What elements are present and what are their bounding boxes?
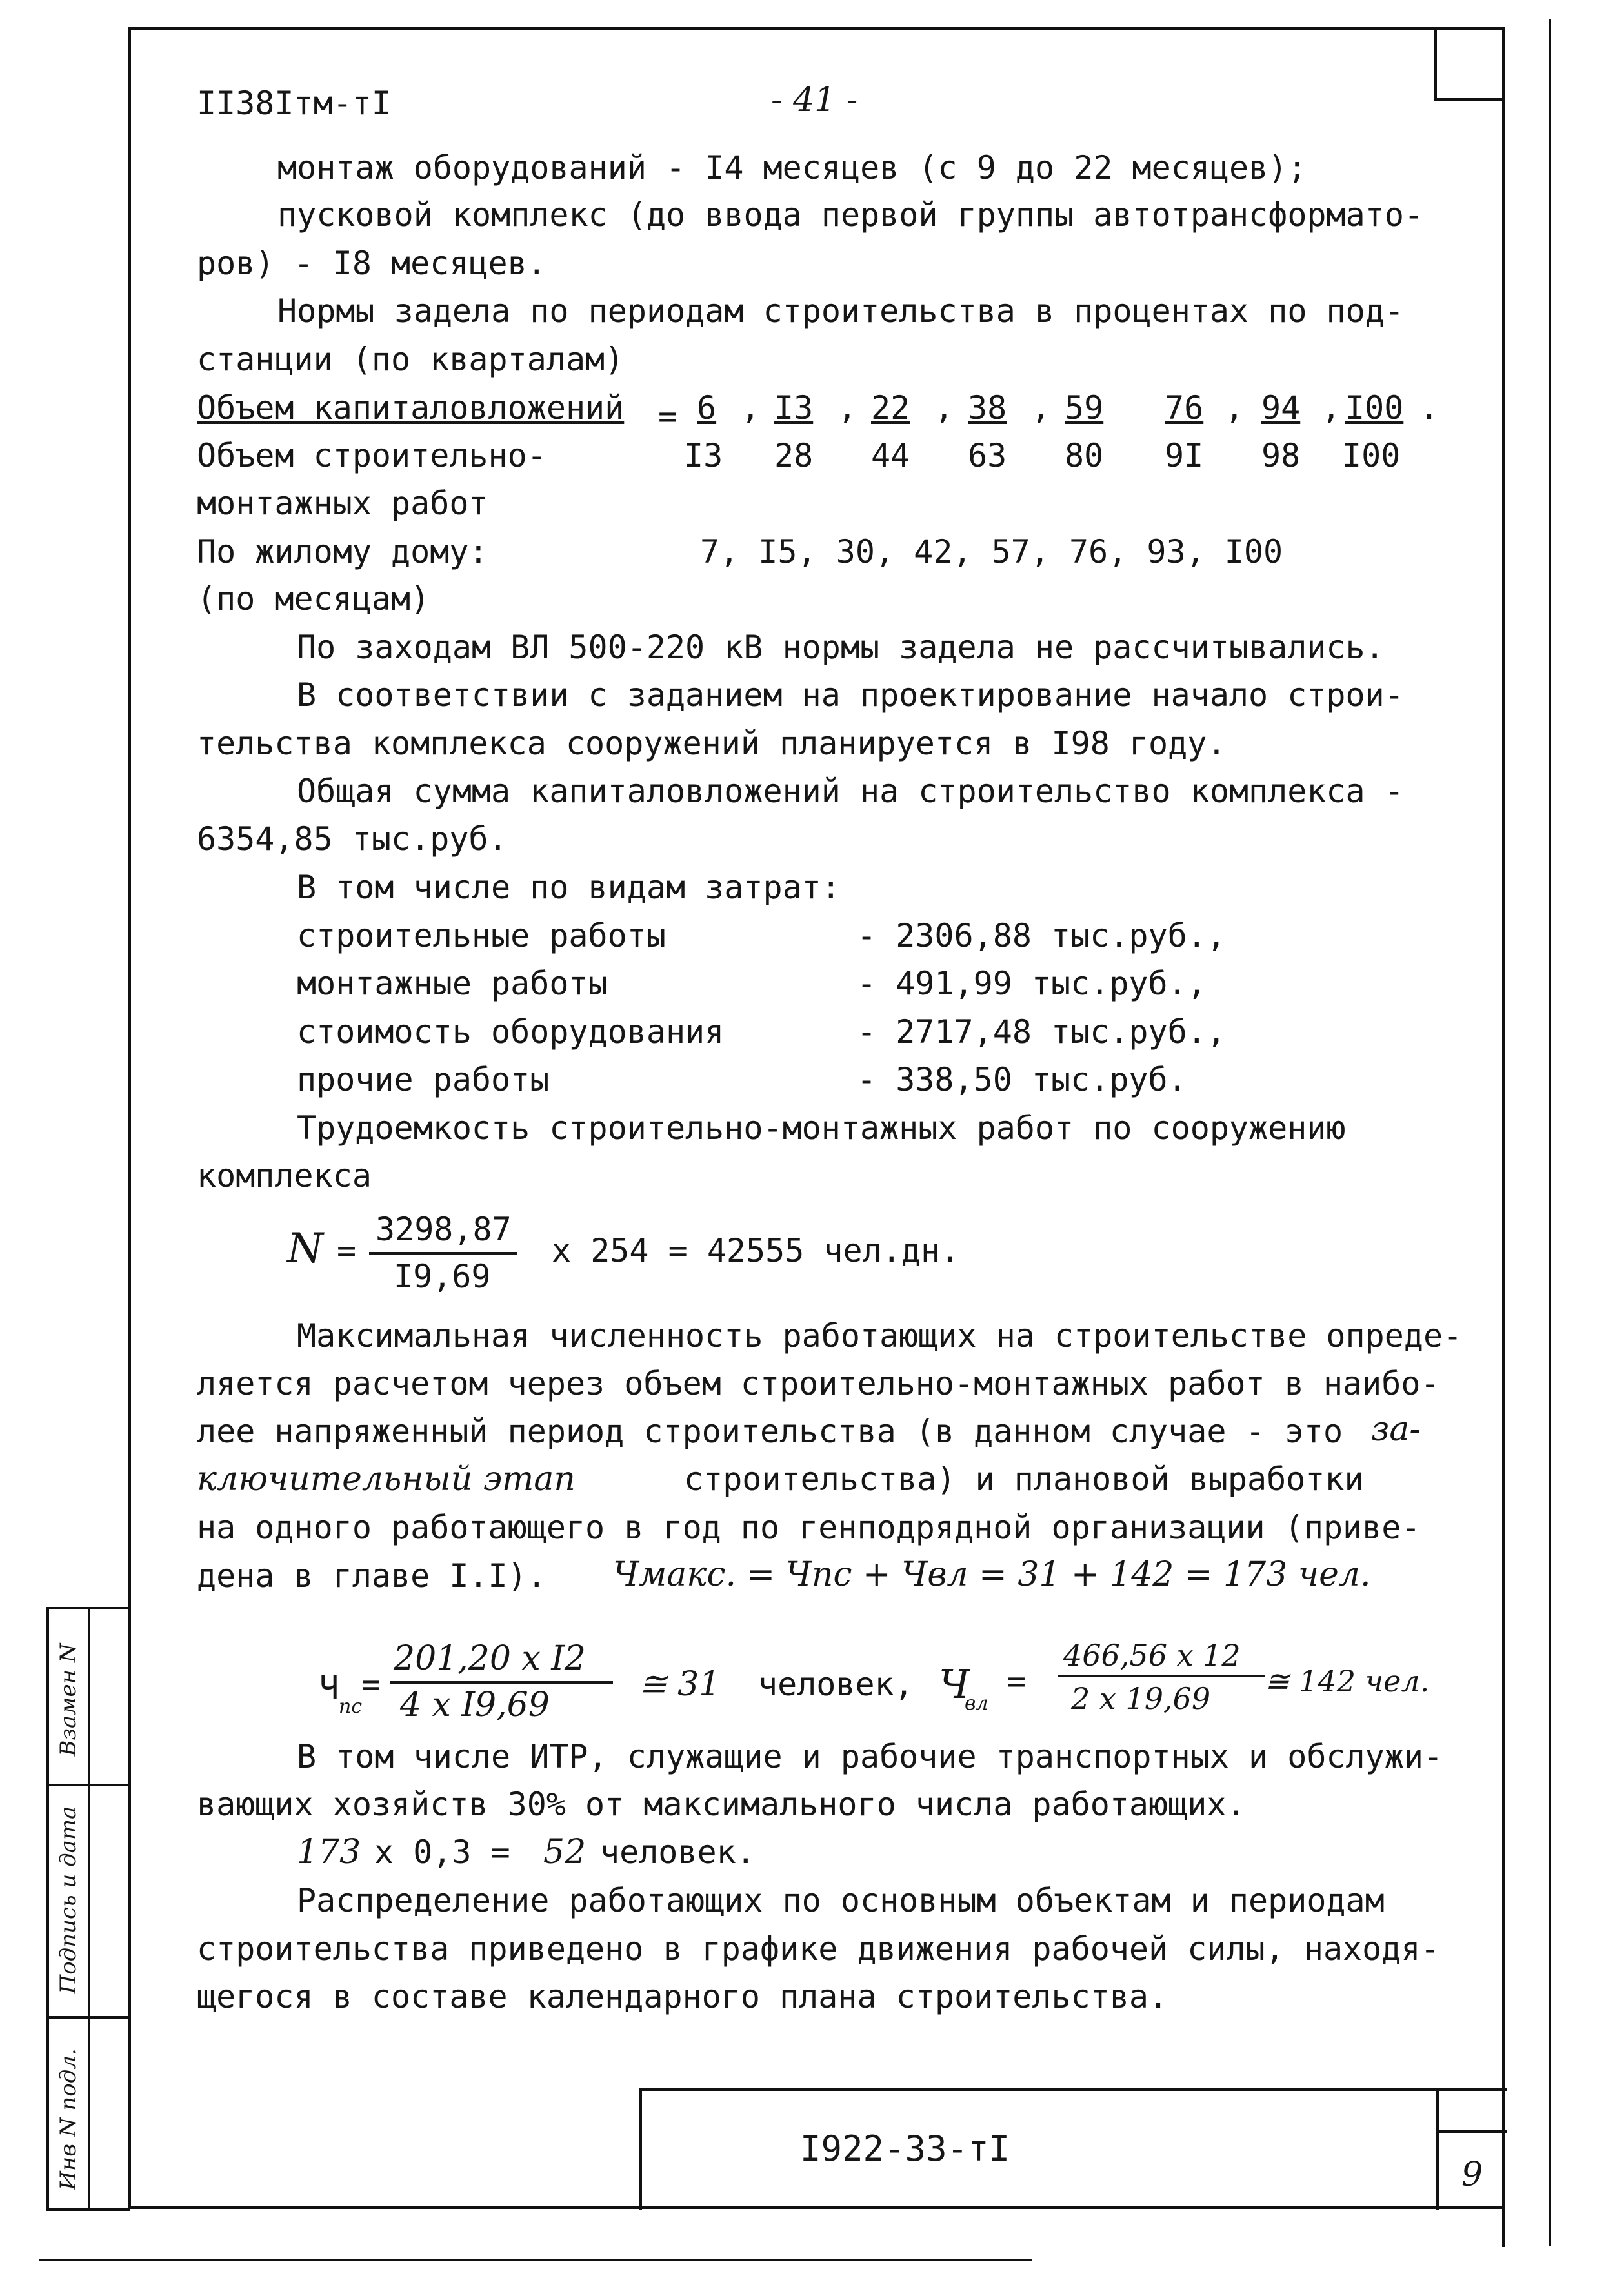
formula2-eq: = bbox=[361, 1666, 381, 1703]
handwritten-text: 173 bbox=[297, 1833, 361, 1871]
capital-value: 22 bbox=[871, 389, 910, 427]
labor-intro: комплекса bbox=[197, 1157, 372, 1195]
formula2-approx: ≅ 31 bbox=[639, 1665, 721, 1704]
cost-name: монтажные работы bbox=[297, 965, 608, 1002]
norms-label-capital: Объем капиталовложений bbox=[197, 389, 625, 427]
capital-value: 94 bbox=[1261, 389, 1301, 427]
formula2-eq2: = bbox=[1007, 1662, 1027, 1700]
doc-code: II38Iтм-тI bbox=[197, 85, 392, 122]
formula2-fraction-bar bbox=[390, 1681, 613, 1684]
capital-separators: , bbox=[741, 389, 761, 427]
smr-value: 28 bbox=[774, 437, 814, 474]
labor-tail: х 254 = 42555 чел.дн. bbox=[552, 1232, 960, 1269]
formula2-word: человек, bbox=[758, 1666, 914, 1703]
stamp-block bbox=[639, 2088, 1507, 2210]
capital-separators: . bbox=[1419, 389, 1439, 427]
side-label-sign: Подпись и дата bbox=[55, 1806, 81, 1994]
frame-top bbox=[129, 27, 1505, 30]
capital-value: 38 bbox=[968, 389, 1007, 427]
side-margin-divider bbox=[88, 1609, 90, 2208]
smr-value: I3 bbox=[684, 437, 723, 474]
side-margin bbox=[46, 1607, 130, 2211]
paragraph-line: станции (по кварталам) bbox=[197, 341, 625, 378]
capital-separators: , bbox=[1225, 389, 1245, 427]
paragraph-line: Общая сумма капиталовложений на строительство комплекса - bbox=[297, 772, 1404, 810]
labor-intro: Трудоемкость строительно-монтажных работ по сооружению bbox=[297, 1109, 1346, 1147]
corner-box bbox=[1434, 27, 1505, 101]
paragraph-line: дена в главе I.I). bbox=[197, 1557, 546, 1595]
capital-value: 76 bbox=[1165, 389, 1204, 427]
right-edge-line bbox=[1549, 19, 1551, 2246]
paragraph-line: В соответствии с заданием на проектирование начало строи- bbox=[297, 676, 1404, 714]
norms-equals: = bbox=[658, 398, 678, 435]
norms-label-smr-2: монтажных работ bbox=[197, 485, 488, 522]
labor-eq: = bbox=[337, 1232, 357, 1269]
paragraph-line: лее напряженный период строительства (в данном случае - это bbox=[197, 1413, 1343, 1450]
cost-value: - 338,50 тыс.руб. bbox=[857, 1061, 1187, 1098]
cost-value: - 2306,88 тыс.руб., bbox=[857, 917, 1226, 954]
paragraph-line: Распределение работающих по основным объектам и периодам bbox=[297, 1882, 1385, 1919]
norms-label-smr-1: Объем строительно- bbox=[197, 437, 546, 474]
capital-separators: , bbox=[837, 389, 857, 427]
capital-separators: , bbox=[934, 389, 954, 427]
housing-values: 7, I5, 30, 42, 57, 76, 93, I00 bbox=[700, 533, 1283, 570]
smr-value: 63 bbox=[968, 437, 1007, 474]
paragraph-line: По заходам ВЛ 500-220 кВ нормы задела не рассчитывались. bbox=[297, 629, 1385, 666]
formula2-result2: ≅ 142 чел. bbox=[1265, 1664, 1430, 1699]
formula2-numerator: 201,20 х I2 bbox=[394, 1639, 586, 1678]
stamp-sheet-number: 9 bbox=[1461, 2155, 1483, 2194]
formula2-fraction-bar-2 bbox=[1058, 1675, 1265, 1677]
handwritten-formula: Чмакс. = Чпс + Чвл = 31 + 142 = 173 чел. bbox=[613, 1555, 1371, 1594]
itr-calc: х 0,3 = bbox=[374, 1833, 510, 1871]
paragraph-line: В том числе по видам затрат: bbox=[297, 869, 841, 906]
paragraph-line: 6354,85 тыс.руб. bbox=[197, 820, 508, 858]
capital-value: I00 bbox=[1345, 389, 1404, 427]
paragraph-line: ров) - I8 месяцев. bbox=[197, 245, 546, 282]
paragraph-line: щегося в составе календарного плана строительства. bbox=[197, 1978, 1168, 2015]
side-label-replace: Взамен N bbox=[55, 1643, 81, 1757]
smr-value: I00 bbox=[1342, 437, 1401, 474]
formula2-denominator2: 2 х 19,69 bbox=[1071, 1681, 1211, 1716]
formula2-lhs2: Ч bbox=[939, 1660, 970, 1708]
paragraph-line: ляется расчетом через объем строительно-монтажных работ в наибо- bbox=[197, 1365, 1440, 1402]
capital-value: 59 bbox=[1065, 389, 1104, 427]
stamp-sheet-divider bbox=[1436, 2091, 1439, 2210]
formula2-lhs: Ч bbox=[319, 1669, 339, 1706]
smr-value: 80 bbox=[1065, 437, 1104, 474]
handwritten-text: ключительный этап bbox=[197, 1460, 576, 1498]
labor-denominator: I9,69 bbox=[394, 1258, 491, 1295]
paragraph-line: В том числе ИТР, служащие и рабочие транспортных и обслужи- bbox=[297, 1738, 1443, 1775]
paragraph-line: на одного работающего в год по генподрядной организации (приве- bbox=[197, 1509, 1421, 1546]
labor-fraction-bar bbox=[369, 1252, 517, 1255]
housing-label: По жилому дому: bbox=[197, 533, 488, 570]
paragraph-line: тельства комплекса сооружений планируется в I98 году. bbox=[197, 725, 1227, 762]
formula2-lhs2-sub: вл bbox=[965, 1692, 988, 1715]
labor-numerator: 3298,87 bbox=[376, 1211, 512, 1248]
handwritten-text: за- bbox=[1371, 1410, 1421, 1449]
handwritten-text: 52 bbox=[543, 1833, 586, 1871]
labor-var: N bbox=[287, 1225, 323, 1273]
formula2-lhs-sub: пс bbox=[339, 1695, 363, 1718]
paragraph-line: вающих хозяйств 30% от максимального числа работающих. bbox=[197, 1786, 1246, 1823]
stamp-sheet-row bbox=[1436, 2130, 1507, 2133]
cost-name: строительные работы bbox=[297, 917, 666, 954]
cost-value: - 491,99 тыс.руб., bbox=[857, 965, 1207, 1002]
frame-right bbox=[1502, 27, 1505, 2247]
cost-name: стоимость оборудования bbox=[297, 1013, 725, 1051]
capital-value: I3 bbox=[774, 389, 814, 427]
side-label-inv: Инв N подл. bbox=[55, 2048, 81, 2190]
paragraph-line: строительства приведено в графике движения рабочей силы, находя- bbox=[197, 1930, 1440, 1968]
formula2-denominator: 4 х I9,69 bbox=[400, 1686, 550, 1724]
formula2-numerator2: 466,56 х 12 bbox=[1063, 1638, 1241, 1673]
paragraph-line: пусковой комплекс (до ввода первой группы автотрансформато- bbox=[277, 196, 1424, 234]
paragraph-line: Нормы задела по периодам строительства в процентах по под- bbox=[277, 292, 1404, 330]
stamp-doc-number: I922-33-тI bbox=[800, 2128, 1010, 2169]
capital-separators: , bbox=[1321, 389, 1341, 427]
smr-value: 44 bbox=[871, 437, 910, 474]
cost-name: прочие работы bbox=[297, 1061, 550, 1098]
page-number: - 41 - bbox=[771, 81, 858, 119]
itr-calc-tail: человек. bbox=[600, 1833, 756, 1871]
paragraph-line: строительства) и плановой выработки bbox=[684, 1460, 1364, 1498]
cost-value: - 2717,48 тыс.руб., bbox=[857, 1013, 1226, 1051]
paragraph-line: Максимальная численность работающих на строительстве опреде- bbox=[297, 1317, 1463, 1355]
smr-value: 9I bbox=[1165, 437, 1204, 474]
housing-note: (по месяцам) bbox=[197, 580, 430, 618]
smr-value: 98 bbox=[1261, 437, 1301, 474]
bottom-edge-line bbox=[39, 2259, 1032, 2261]
capital-value: 6 bbox=[697, 389, 717, 427]
capital-separators: , bbox=[1031, 389, 1051, 427]
paragraph-line: монтаж оборудований - I4 месяцев (с 9 до 22 месяцев); bbox=[277, 149, 1307, 187]
